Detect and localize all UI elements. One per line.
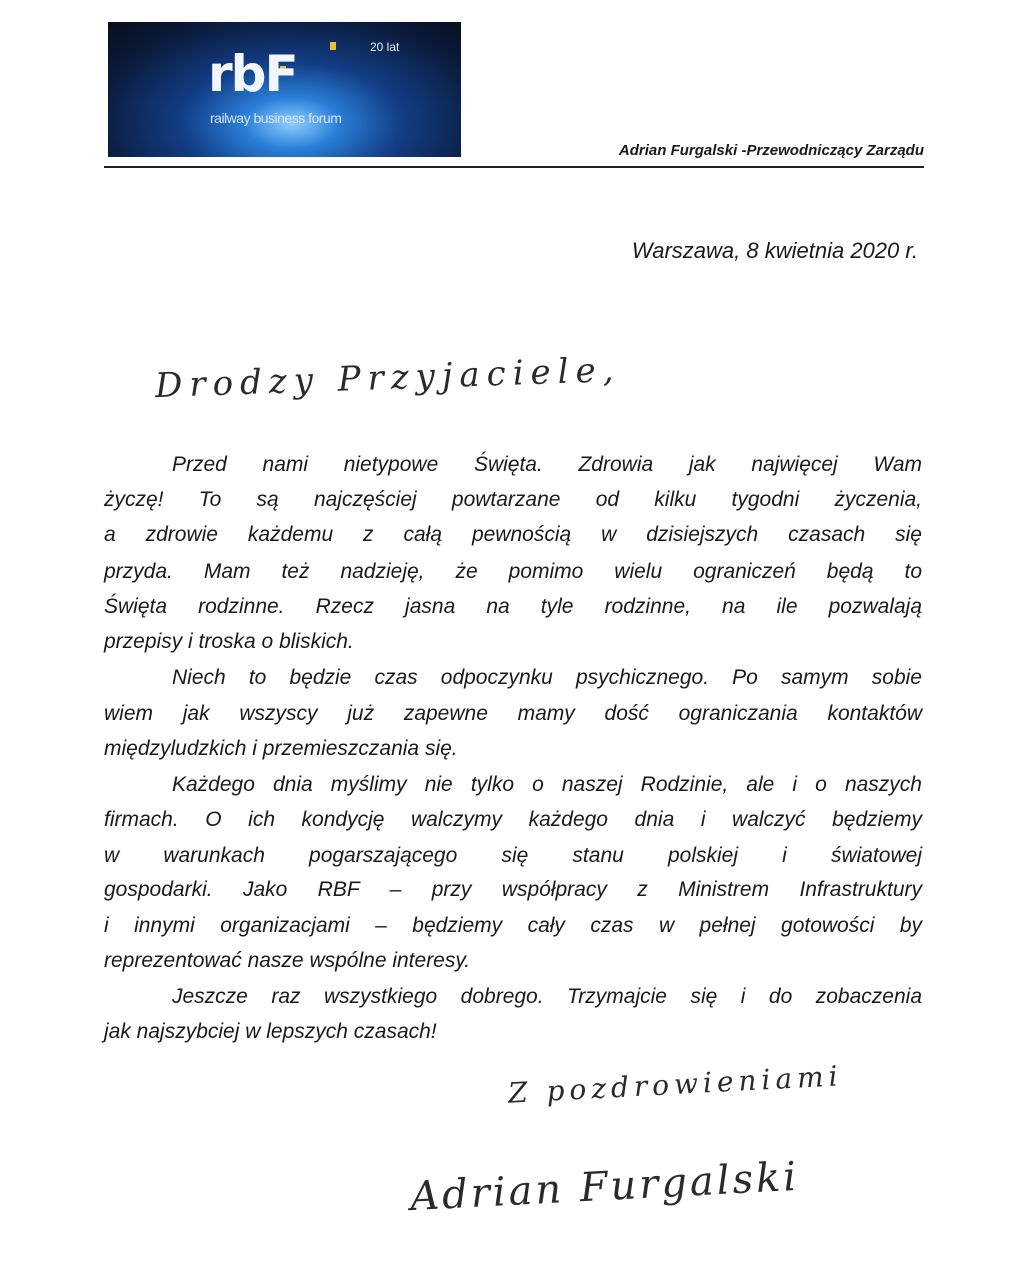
rbf-logo [108, 22, 461, 157]
paragraph-1-line: Przed nami nietypowe Święta. Zdrowia jak najwięcej Wam [172, 453, 922, 476]
paragraph-1-line: Święta rodzinne. Rzecz jasna na tyle rodzinne, na ile pozwalają [104, 595, 922, 618]
signature: Adrian Furgalski [409, 1153, 801, 1221]
paragraph-4-line: Jeszcze raz wszystkiego dobrego. Trzymajcie się i do zobaczenia [172, 985, 922, 1008]
paragraph-1-line: a zdrowie każdemu z całą pewnością w dzisiejszych czasach się [104, 523, 922, 546]
letter-date: Warszawa, 8 kwietnia 2020 r. [631, 238, 918, 263]
handwritten-closing: Z pozdrowieniami [507, 1059, 844, 1110]
paragraph-2-line: Niech to będzie czas odpoczynku psychicznego. Po samym sobie [172, 666, 922, 689]
paragraph-4-line: jak najszybciej w lepszych czasach! [104, 1020, 437, 1043]
paragraph-2-line: wiem jak wszyscy już zapewne mamy dość ograniczania kontaktów [104, 702, 922, 725]
paragraph-3-line: Każdego dnia myślimy nie tylko o naszej Rodzinie, ale i o naszych [172, 773, 922, 796]
paragraph-3-line: firmach. O ich kondycję walczymy każdego dnia i walczyć będziemy [104, 808, 922, 831]
logo-accent [330, 42, 336, 50]
header-divider [104, 166, 924, 168]
paragraph-3-line: w warunkach pogarszającego się stanu polskiej i światowej [104, 844, 922, 867]
paragraph-3-line: i innymi organizacjami – będziemy cały czas w pełnej gotowości by [104, 914, 922, 937]
letterhead-name-title: Adrian Furgalski -Przewodniczący Zarządu [618, 142, 924, 159]
logo-tagline: railway business forum [210, 110, 342, 126]
handwritten-greeting: Drodzy Przyjaciele, [154, 349, 622, 407]
paragraph-3-line: gospodarki. Jako RBF – przy współpracy z Ministrem Infrastruktury [104, 878, 922, 901]
paragraph-1-line: przyda. Mam też nadzieję, że pomimo wielu ograniczeń będą to [104, 560, 922, 583]
paragraph-3-line: reprezentować nasze wspólne interesy. [104, 949, 471, 972]
paragraph-1-line: przepisy i troska o bliskich. [104, 630, 354, 653]
logo-mark: rbF [208, 45, 297, 103]
paragraph-2-line: międzyludzkich i przemieszczania się. [104, 737, 458, 760]
logo-years: 20 lat [370, 40, 400, 54]
paragraph-1-line: życzę! To są najczęściej powtarzane od kilku tygodni życzenia, [104, 488, 922, 511]
